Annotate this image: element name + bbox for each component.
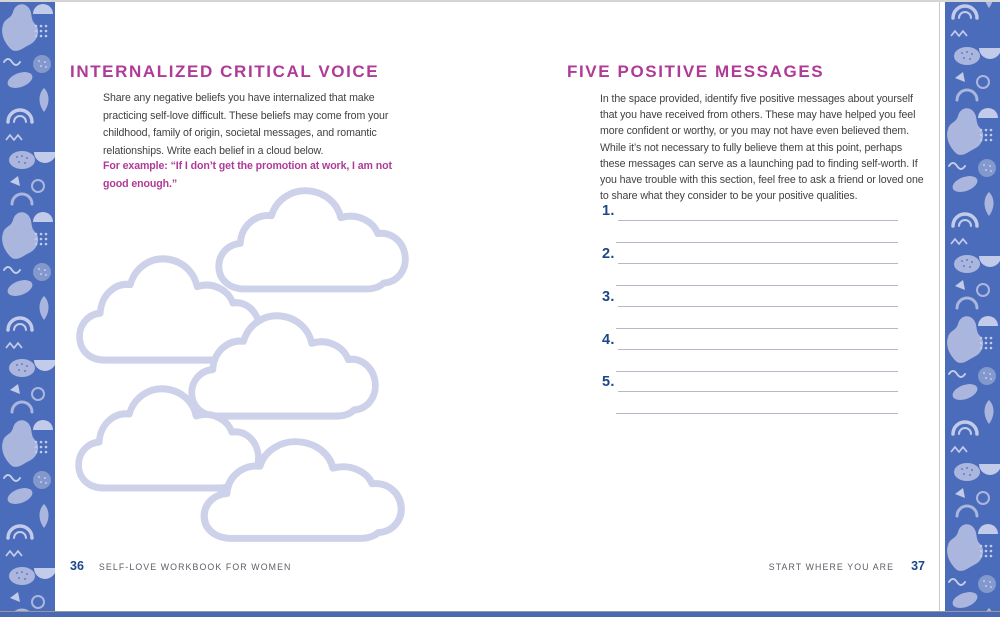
botanical-pattern-icon	[0, 0, 55, 612]
left-page-title: INTERNALIZED CRITICAL VOICE	[70, 62, 380, 81]
page-number: 37	[911, 559, 925, 573]
botanical-pattern-icon	[945, 0, 1000, 612]
left-page-footer	[70, 559, 292, 573]
page-number: 36	[70, 559, 84, 573]
answer-line-group	[602, 289, 900, 330]
answer-line	[616, 226, 898, 243]
book-cover-edge	[0, 611, 1000, 617]
answer-line	[616, 312, 898, 329]
running-footer: SELF-LOVE WORKBOOK FOR WOMEN	[98, 562, 292, 572]
answer-line	[618, 290, 898, 307]
answer-line	[618, 333, 898, 350]
answer-line-group	[602, 374, 900, 415]
answer-line	[618, 375, 898, 392]
answer-line	[616, 397, 898, 414]
right-page-instructions: In the space provided, identify five positive messages about yourself that you have received from others. These may have helped you feel more confident or worthy, or you may not have even believed them. While it’s not necessary to fully believe them at this point, perhaps these messages can serve as a launching pad to finding self-worth. If you have trouble with this section, feel free to ask a friend or loved one to share what they consider to be your positive qualities.	[600, 93, 924, 203]
item-number: 2.	[602, 246, 615, 262]
answer-line	[618, 204, 898, 221]
item-number: 5.	[602, 374, 615, 390]
item-number: 4.	[602, 332, 615, 348]
right-page-title: FIVE POSITIVE MESSAGES	[567, 62, 825, 81]
answer-line-group	[602, 203, 900, 244]
thought-clouds-graphic	[55, 181, 440, 553]
item-number: 3.	[602, 289, 615, 305]
decorative-border-left	[0, 0, 55, 612]
cloud-outline	[219, 191, 405, 289]
answer-line	[616, 269, 898, 286]
answer-line-group	[602, 332, 900, 373]
item-number: 1.	[602, 203, 615, 219]
photo-top-edge	[0, 0, 1000, 2]
answer-line-group	[602, 246, 900, 287]
answer-line	[618, 247, 898, 264]
running-footer: START WHERE YOU ARE	[768, 562, 895, 572]
left-page-instructions: Share any negative beliefs you have internalized that make practicing self-love difficult. These beliefs may come from your childhood, family of origin, societal messages, and romantic relationships. Write each belief in a cloud below.	[103, 92, 389, 157]
example-text: For example: “If I don’t get the promotion at work, I am not good enough.”	[103, 160, 392, 190]
decorative-border-right	[945, 0, 1000, 612]
right-page-footer	[600, 559, 925, 573]
answer-line	[616, 355, 898, 372]
